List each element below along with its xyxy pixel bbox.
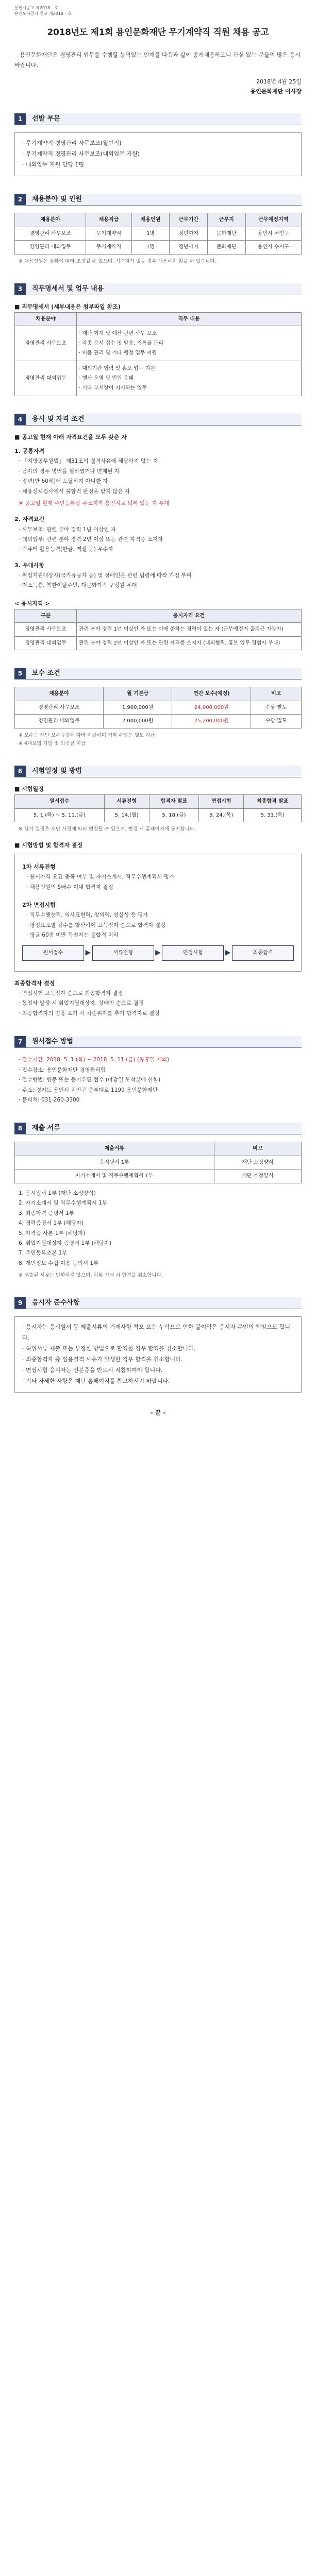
table-cell: 5. 24.(목): [199, 808, 244, 822]
salary-note: ※ 보수는 재단 보수규정에 따라 지급하며 기타 수당은 별도 지급: [19, 732, 155, 738]
salary-note: ※ 4대보험 가입 및 퇴직금 지급: [19, 740, 86, 747]
table-cell: 경영관리 대외업무: [15, 715, 104, 728]
list-item: · 평균 60점 미만 득점자는 불합격 처리: [26, 932, 119, 939]
table-cell: 경영관리 사무보조: [15, 227, 86, 241]
table-cell: 24,000,000원: [172, 701, 251, 715]
list-item: · 응시자격 요건 충족 여부 및 자기소개서, 직무수행계획서 평가: [26, 874, 174, 880]
section-number: 4: [14, 414, 26, 425]
positions-note: ※ 채용인원은 상황에 따라 조정될 수 있으며, 적격자가 없을 경우 채용하지 않을 수 있습니다.: [19, 258, 217, 264]
table-cell: 재단 소정양식: [214, 1156, 301, 1170]
subsection-title: ■ 시험방법 및 합격자 결정: [14, 842, 82, 849]
section-number: 6: [14, 766, 26, 777]
table-cell: 2,000,000원: [103, 715, 172, 728]
table-header: 근무예정지역: [245, 213, 301, 227]
list-item: 8. 개인정보 수집·이용 동의서 1부: [19, 1260, 99, 1266]
section-header-9: [14, 1297, 302, 1309]
list-item: 5. 자격증 사본 1부 (해당자): [19, 1230, 86, 1236]
list-item: · 접수장소: 용인문화재단 경영관리팀: [19, 1066, 106, 1073]
table-header: 합격자 발표: [149, 795, 198, 809]
notice-number-2: 용인도시공사 공고 제2018 - 호: [14, 11, 72, 16]
table-header: 면접시험: [199, 795, 244, 809]
intro-paragraph: 용인문화재단은 경영관리 업무를 수행할 능력있는 인재를 다음과 같이 공개채용하오니 관심 있는 분들의 많은 응시 바랍니다.: [14, 51, 301, 69]
list-item: · 직무수행능력, 의사표현력, 창의력, 성실성 등 평가: [26, 912, 148, 919]
section-number: 2: [14, 194, 26, 205]
step-title: 2차 면접시험: [22, 902, 56, 909]
table-cell: 정년까지: [170, 241, 208, 255]
qualifications-table: [14, 609, 302, 651]
table-cell: 재단 소정양식: [214, 1170, 301, 1183]
list-item: · 컴퓨터 활용능력(한글, 엑셀 등) 우수자: [19, 546, 113, 553]
arrow-right-icon: ▶: [155, 948, 161, 957]
list-item: 4. 경력증명서 1부 (해당자): [19, 1220, 84, 1227]
table-row: [15, 1156, 302, 1170]
list-item: · 최종합격자 중 임용결격 사유가 발생한 경우 합격을 취소합니다.: [22, 1356, 183, 1363]
documents-table: [14, 1142, 302, 1183]
table-cell: 5. 1.(화) ~ 5. 11.(금): [15, 808, 105, 822]
table-cell: 관련 분야 경력 2년 이상인 자 또는 관련 자격증 소지자 (대외협력, 홍보 업무 경험자 우대): [77, 636, 302, 650]
table-header: 서류전형: [104, 795, 149, 809]
table-cell: 경영관리 대외업무: [15, 636, 77, 650]
list-item: 1. 응시원서 1부 (재단 소정양식): [19, 1190, 96, 1196]
flow-step: 원서접수: [22, 945, 84, 961]
list-item: · 채용신체검사에서 불합격 판정을 받지 않은 자: [19, 488, 130, 495]
section-header-5: [14, 668, 302, 680]
table-header: 직무 내용: [77, 312, 302, 326]
table-cell: 문화재단: [208, 227, 246, 241]
table-header: 비고: [214, 1142, 301, 1156]
table-cell: 5. 18.(금): [149, 808, 198, 822]
list-item: · 남자의 경우 병역을 필하였거나 면제된 자: [19, 468, 120, 474]
table-header: 채용분야: [15, 213, 86, 227]
table-header: 채용분야: [15, 312, 77, 326]
table-row: [15, 701, 302, 715]
section-1-box: [14, 132, 302, 176]
list-item: · 평정요소별 점수를 합산하여 고득점자 순으로 합격자 결정: [26, 922, 166, 928]
table-cell: 관련 분야 경력 1년 이상인 자 또는 이에 준하는 경력이 있는 자 (근무예정지 출퇴근 가능자): [77, 623, 302, 637]
section-9-box: [14, 1316, 302, 1392]
list-item: · 무기계약직 경영관리 사무보조(대외업무 지원): [22, 150, 140, 158]
list-item: · 저소득층, 북한이탈주민, 다문화가족 구성원 우대: [19, 582, 137, 589]
page-title: 2018년도 제1회 용인문화재단 무기계약직 직원 채용 공고: [47, 27, 269, 38]
section-title: 원서접수 방법: [26, 1036, 302, 1047]
section-number: 8: [14, 1123, 26, 1134]
flow-step: 최종합격: [232, 945, 294, 961]
subsection-title: 2. 자격요건: [14, 516, 45, 523]
table-cell: 25,200,000원: [172, 715, 251, 728]
flow-step: 면접시험: [162, 945, 224, 961]
table-cell: 5. 31.(목): [244, 808, 302, 822]
subsection-title: ■ 공고일 현재 아래 자격요건을 모두 갖춘 자: [14, 434, 127, 441]
exam-method-box: [14, 854, 302, 972]
list-item: · 동점자 발생 시 취업지원대상자, 장애인 순으로 결정: [19, 1000, 144, 1007]
arrow-right-icon: ▶: [225, 948, 231, 957]
section-header-3: [14, 283, 302, 295]
section-title: 응시 및 자격 조건: [26, 414, 302, 425]
list-item: · 「지방공무원법」 제31조의 결격사유에 해당하지 않는 자: [19, 458, 158, 465]
important-note: ※ 공고일 현재 주민등록상 주소지가 용인시로 되어 있는 자 우대: [19, 500, 170, 507]
table-cell: · 대외기관 협력 및 홍보 업무 지원 · 행사 운영 및 민원 응대 · 기타 부서장이 지시하는 업무: [77, 361, 302, 396]
section-title: 선발 부문: [26, 113, 302, 125]
table-cell: 5. 14.(월): [104, 808, 149, 822]
subsection-title: ■ 시험일정: [14, 786, 44, 792]
table-row: [15, 636, 302, 650]
subsection-title: < 응시자격 >: [14, 600, 50, 607]
section-number: 9: [14, 1297, 26, 1309]
table-row: [15, 1170, 302, 1183]
list-item: · 접수방법: 방문 또는 등기우편 접수 (마감일 도착분에 한함): [19, 1077, 161, 1083]
table-cell: 경영관리 대외업무: [15, 361, 77, 396]
section-number: 1: [14, 113, 26, 125]
table-cell: 1명: [131, 241, 170, 255]
notice-date: 2018년 4월 25일: [256, 78, 302, 86]
table-header: 근무기간: [170, 213, 208, 227]
list-item: · 주소: 경기도 용인시 처인구 중부대로 1199 용인문화재단: [19, 1087, 158, 1093]
documents-note: ※ 제출된 서류는 반환하지 않으며, 허위 기재 시 합격을 취소합니다.: [19, 1273, 163, 1279]
subsection-title: 3. 우대사항: [14, 562, 45, 569]
table-cell: 정년까지: [170, 227, 208, 241]
table-row: [15, 361, 302, 396]
arrow-right-icon: ▶: [85, 948, 91, 957]
table-cell: 문화재단: [208, 241, 246, 255]
section-header-1: [14, 113, 302, 125]
schedule-table: [14, 794, 302, 822]
list-item: · 최종합격자의 임용 포기 시 차순위자를 추가 합격자로 결정: [19, 1010, 160, 1016]
table-cell: 자기소개서 및 직무수행계획서 1부: [15, 1170, 214, 1183]
notice-number: 용인시공고 제2018 - 호: [14, 6, 58, 10]
table-row: [15, 326, 302, 361]
table-row: [15, 715, 302, 728]
issuing-organization: 용인문화재단 이사장: [250, 88, 302, 95]
section-header-8: [14, 1123, 302, 1134]
table-header: 최종합격 발표: [244, 795, 302, 809]
table-header: 제출서류: [15, 1142, 214, 1156]
list-item: 7. 주민등록초본 1부: [19, 1250, 68, 1257]
section-title: 보수 조건: [26, 668, 302, 679]
table-cell: 응시원서 1부: [15, 1156, 214, 1170]
table-header: 채용직급: [86, 213, 132, 227]
list-item: 3. 최종학력 증명서 1부: [19, 1210, 74, 1216]
table-cell: 경영관리 대외업무: [15, 241, 86, 255]
schedule-note: ※ 상기 일정은 재단 사정에 따라 변경될 수 있으며, 변경 시 홈페이지에 공지합니다.: [19, 826, 196, 833]
table-header: 원서접수: [15, 795, 105, 809]
table-cell: 무기계약직: [86, 241, 132, 255]
table-cell: 경영관리 사무보조: [15, 623, 77, 637]
section-title: 직무명세서 및 업무 내용: [26, 283, 302, 295]
section-number: 3: [14, 283, 26, 295]
flow-step: 서류전형: [92, 945, 154, 961]
table-header: 비고: [251, 687, 302, 701]
table-cell: 무기계약직: [86, 227, 132, 241]
list-item: · 대외업무 지원 담당 1명: [22, 161, 85, 168]
list-item: · 기타 자세한 사항은 재단 홈페이지를 참고하시기 바랍니다.: [22, 1377, 170, 1384]
list-item: · 취업지원대상자(국가유공자 등) 및 장애인은 관련 법령에 따라 가점 부여: [19, 572, 192, 579]
table-header: 채용분야: [15, 687, 104, 701]
list-item: · 문의처: 031-260-3300: [19, 1096, 80, 1103]
section-header-7: [14, 1036, 302, 1048]
table-header: 채용인원: [131, 213, 170, 227]
table-row: [15, 623, 302, 637]
table-cell: 경영관리 사무보조: [15, 701, 104, 715]
table-cell: 경영관리 사무보조: [15, 326, 77, 361]
table-cell: 용인시 수지구: [245, 241, 301, 255]
table-cell: 수당 별도: [251, 701, 302, 715]
table-row: [15, 241, 302, 255]
table-header: 응시자격 요건: [77, 609, 302, 623]
section-title: 채용분야 및 인원: [26, 194, 302, 205]
section-number: 7: [14, 1036, 26, 1047]
section-header-4: [14, 414, 302, 426]
list-item: · 면접시험 응시자는 신분증을 반드시 지참하여야 합니다.: [22, 1366, 163, 1374]
table-header: 근무지: [208, 213, 246, 227]
table-row: [15, 808, 302, 822]
table-header: 연간 보수(예정): [172, 687, 251, 701]
duties-table: [14, 312, 302, 397]
table-header: 구분: [15, 609, 77, 623]
positions-table: [14, 213, 302, 255]
table-cell: 1명: [131, 227, 170, 241]
table-cell: 용인시 처인구: [245, 227, 301, 241]
list-item: · 사무보조: 관련 분야 경력 1년 이상인 자: [19, 526, 117, 533]
selection-flow: [22, 945, 294, 961]
subsection-title: 최종합격자 결정: [14, 979, 55, 987]
section-title: 제출 서류: [26, 1123, 302, 1134]
table-row: [15, 227, 302, 241]
subsection-title: ■ 직무명세서 (세부내용은 첨부파일 참조): [14, 303, 121, 310]
section-header-2: [14, 194, 302, 206]
list-item: 6. 취업지원대상자 증명서 1부 (해당자): [19, 1240, 112, 1246]
list-item: · 허위서류 제출 또는 부정한 방법으로 합격한 경우 합격을 취소합니다.: [22, 1345, 195, 1352]
list-item: · 무기계약직 경영관리 사무보조(일반직): [22, 140, 122, 147]
table-cell: 수당 별도: [251, 715, 302, 728]
section-header-6: [14, 766, 302, 777]
list-item: · 응시자는 응시원서 등 제출서류의 기재사항 착오 또는 누락으로 인한 불이익은 응시자 본인의 책임으로 합니다.: [22, 1324, 290, 1342]
table-header: 월 기본급: [103, 687, 172, 701]
table-cell: · 재단 회계 및 예산 관련 사무 보조 · 각종 문서 접수 및 발송, 기록물 관리 · 비품 관리 및 기타 행정 업무 지원: [77, 326, 302, 361]
list-item: · 면접시험 고득점자 순으로 최종합격자 결정: [19, 990, 123, 996]
section-title: 시험일정 및 방법: [26, 766, 302, 777]
salary-table: [14, 687, 302, 728]
step-title: 1차 서류전형: [22, 863, 56, 871]
list-item: · 정년(만 60세)에 도달하지 아니한 자: [19, 478, 108, 485]
list-item: · 채용인원의 5배수 이내 합격자 결정: [26, 884, 113, 890]
section-title: 응시자 준수사항: [26, 1297, 302, 1309]
list-item: 2. 자기소개서 및 직무수행계획서 1부: [19, 1200, 108, 1207]
end-mark: - 끝 -: [150, 1409, 166, 1416]
subsection-title: 1. 공통자격: [14, 448, 45, 455]
list-item: · 접수기간: 2018. 5. 1.(화) ~ 2018. 5. 11.(금) (공휴일 제외): [19, 1057, 170, 1063]
section-number: 5: [14, 668, 26, 679]
table-cell: 1,900,000원: [103, 701, 172, 715]
list-item: · 대외업무: 관련 분야 경력 2년 이상 또는 관련 자격증 소지자: [19, 536, 163, 543]
